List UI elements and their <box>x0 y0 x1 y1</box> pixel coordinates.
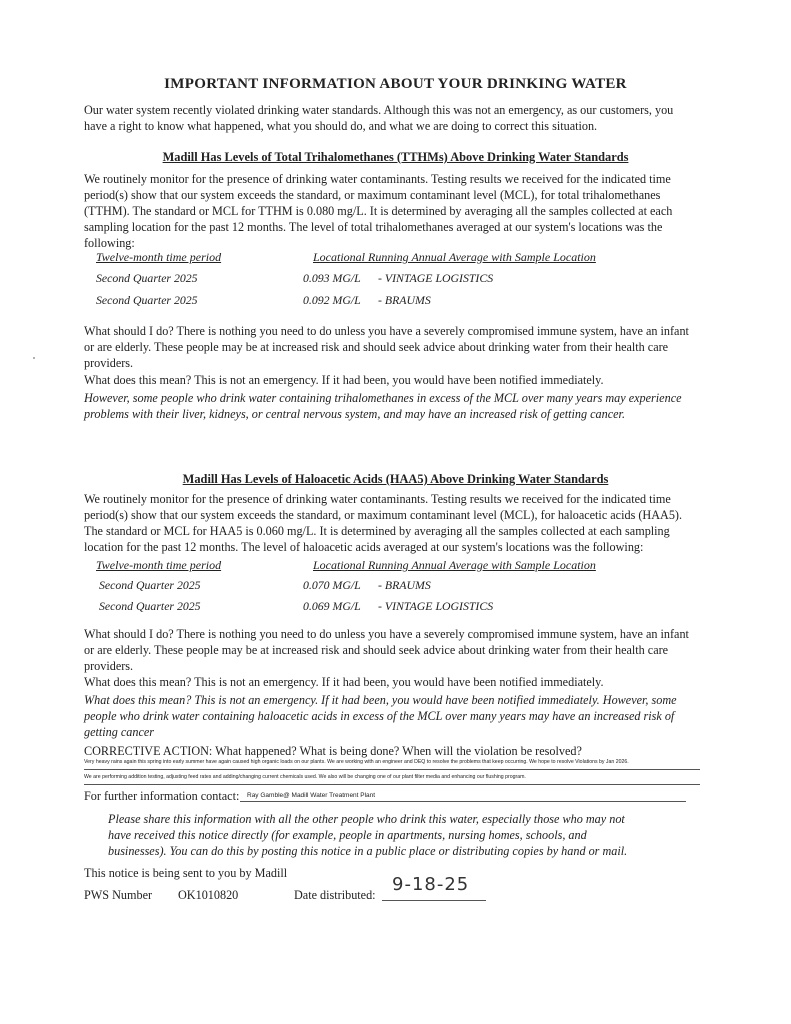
haa5-row-1-location: - BRAUMS <box>378 578 431 592</box>
haa5-should: What should I do? There is nothing you need to do unless you have a severely compromised immune system, have an infant or are elderly. These people may be at increased risk and should seek advice about drinking water from their health care providers. <box>84 627 689 673</box>
tthm-meaning: What does this mean? This is not an emergency. If it had been, you would have been notified immediately. <box>84 373 604 387</box>
tthm-body: We routinely monitor for the presence of drinking water contaminants. Testing results we received for the indicated time period(s) show that our system exceeds the standard, or maximum contaminant level (MCL), for total trihalomethanes (TTHM). The standard or MCL for TTHM is 0.080 mg/L. It is determined by averaging all the samples collected at each sampling location for the past 12 months. The level of total trihalomethanes averaged at our system's locations was the following: <box>84 172 673 250</box>
haa5-row-2-period: Second Quarter 2025 <box>99 599 201 613</box>
divider <box>84 784 700 785</box>
pws-label: PWS Number <box>84 888 153 902</box>
tthm-heading: Madill Has Levels of Total Trihalomethanes (TTHMs) Above Drinking Water Standards <box>162 150 629 164</box>
haa5-row-2-location: - VINTAGE LOGISTICS <box>378 599 494 613</box>
page-title: IMPORTANT INFORMATION ABOUT YOUR DRINKING WATER <box>164 76 627 92</box>
date-underline <box>382 900 486 901</box>
contact-label: For further information contact: <box>84 789 240 803</box>
haa5-row-1-period: Second Quarter 2025 <box>99 578 201 592</box>
tthm-row-1-value: 0.093 MG/L <box>303 271 361 285</box>
scan-speck <box>33 357 35 359</box>
tthm-row-1-period: Second Quarter 2025 <box>96 271 198 285</box>
haa5-meaning: What does this mean? This is not an emergency. If it had been, you would have been notified immediately. <box>84 675 604 689</box>
corrective-action-label: CORRECTIVE ACTION: What happened? What is being done? When will the violation be resolved? <box>84 744 582 758</box>
tthm-row-1-location: - VINTAGE LOGISTICS <box>378 271 494 285</box>
contact-value: Ray Gamble@ Madill Water Treatment Plant <box>247 792 376 799</box>
tthm-col-average: Locational Running Annual Average with Sample Location <box>313 250 596 264</box>
haa5-col-average: Locational Running Annual Average with Sample Location <box>313 558 596 572</box>
tthm-col-period: Twelve-month time period <box>96 250 222 264</box>
tthm-should: What should I do? There is nothing you need to do unless you have a severely compromised immune system, have an infant or are elderly. These people may be at increased risk and should seek advice about drinking water from their health care providers. <box>84 324 689 370</box>
tthm-row-2-location: - BRAUMS <box>378 293 431 307</box>
haa5-row-2-value: 0.069 MG/L <box>303 599 361 613</box>
haa5-col-period: Twelve-month time period <box>96 558 222 572</box>
pws-number: OK1010820 <box>178 888 239 902</box>
corrective-action-line-1: Very heavy rains again this spring into early summer have again caused high organic loads on our plants. We are working with an engineer and DEQ to resolve the problems that keep occurring. We hope to resolve Violations by Jan 2026. <box>84 759 629 765</box>
contact-underline <box>240 801 686 802</box>
tthm-row-2-period: Second Quarter 2025 <box>96 293 198 307</box>
intro-paragraph: Our water system recently violated drinking water standards. Although this was not an emergency, as our customers, you have a right to know what happened, what you should do, and what we are doing to correct this situation. <box>84 103 674 133</box>
haa5-italic: What does this mean? This is not an emergency. If it had been, you would have been notified immediately. However, some people who drink water containing haloacetic acids in excess of the MCL over many years may have an increased risk of getting cancer <box>84 693 677 739</box>
tthm-row-2-value: 0.092 MG/L <box>303 293 361 307</box>
date-distributed-label: Date distributed: <box>294 888 376 902</box>
divider <box>84 769 700 770</box>
tthm-however: However, some people who drink water containing trihalomethanes in excess of the MCL over many years may experience problems with their liver, kidneys, or central nervous system, and may have an increased risk of getting cancer. <box>84 391 682 421</box>
haa5-row-1-value: 0.070 MG/L <box>303 578 361 592</box>
haa5-heading: Madill Has Levels of Haloacetic Acids (HAA5) Above Drinking Water Standards <box>182 472 609 486</box>
haa5-body: We routinely monitor for the presence of drinking water contaminants. Testing results we received for the indicated time period(s) show that our system exceeds the standard, or maximum contaminant level (MCL), for haloacetic acids (HAA5). The standard or MCL for HAA5 is 0.060 mg/L. It is determined by averaging all the samples collected at each sampling location for the past 12 months. The level of haloacetic acids averaged at our system's locations was the following: <box>84 492 683 554</box>
sent-by: This notice is being sent to you by Madill <box>84 866 288 880</box>
share-paragraph: Please share this information with all the other people who drink this water, especially those who may not have received this notice directly (for example, people in apartments, nursing homes, schools, and businesses). You can do this by posting this notice in a public place or distributing copies by hand or mail. <box>108 812 628 858</box>
date-distributed-value: 9-18-25 <box>392 874 470 895</box>
corrective-action-line-2: We are performing addition testing, adjusting feed rates and adding/changing current chemicals used. We also will be changing one of our plant filter media and enhancing our flushing program. <box>84 774 526 780</box>
